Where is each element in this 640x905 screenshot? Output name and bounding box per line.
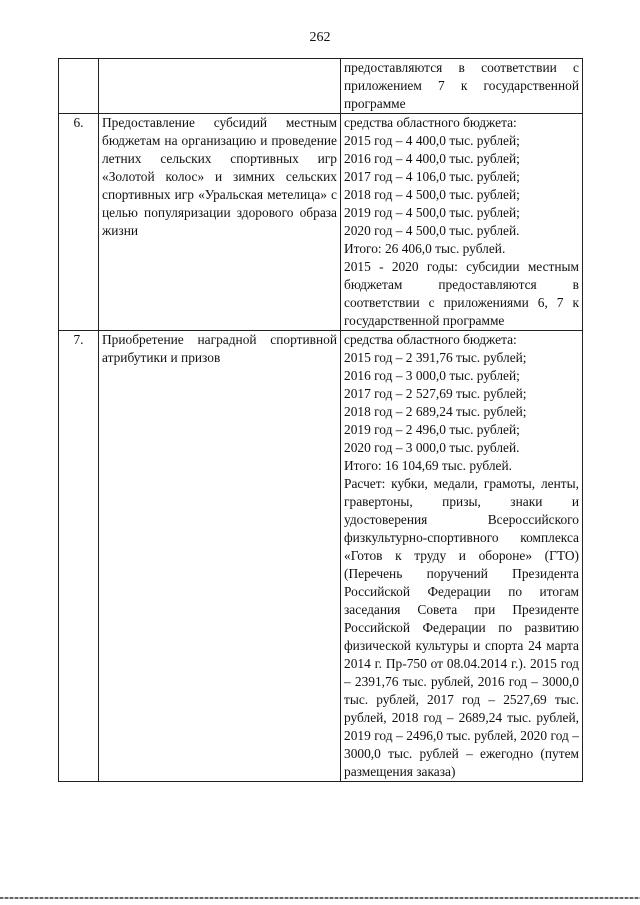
funding-year-line: 2016 год – 4 400,0 тыс. рублей;: [344, 151, 520, 166]
funding-header: средства областного бюджета:: [344, 332, 517, 347]
funding-note: Расчет: кубки, медали, грамоты, ленты, гравертоны, призы, знаки и удостоверения Всероссийского физкультурно-спортивного комплекса «Готов к труду и обороне» (ГТО) (Перечень поручений Президента Российской Федерации по итогам заседания Совета при Президенте Российской Федерации по развитию физической культуры и спорта 24 марта 2014 г. Пр-750 от 08.04.2014 г.). 2015 год – 2391,76 тыс. рублей, 2016 год – 3000,0 тыс. рублей, 2017 год – 2527,69 тыс. рублей, 2018 год – 2689,24 тыс. рублей, 2019 год – 2496,0 тыс. рублей, 2020 год – 3000,0 тыс. рублей – ежегодно (путем размещения заказа): [344, 476, 579, 779]
funding-year-line: 2020 год – 3 000,0 тыс. рублей.: [344, 440, 520, 455]
activity-name: Приобретение наградной спортивной атрибутики и призов: [99, 331, 341, 782]
funding-cell: [341, 114, 583, 331]
scan-edge-rule: [0, 897, 640, 899]
funding-year-line: 2018 год – 4 500,0 тыс. рублей;: [344, 187, 520, 202]
funding-note: предоставляются в соответствии с приложением 7 к государственной программе: [344, 60, 579, 111]
table-row: [59, 59, 583, 114]
funding-note: 2015 - 2020 годы: субсидии местным бюджетам предоставляются в соответствии с приложениями 6, 7 к государственной программе: [344, 259, 579, 328]
program-table: [58, 58, 583, 782]
funding-year-line: 2015 год – 4 400,0 тыс. рублей;: [344, 133, 520, 148]
funding-cell: [341, 331, 583, 782]
funding-header: средства областного бюджета:: [344, 115, 517, 130]
funding-total: Итого: 26 406,0 тыс. рублей.: [344, 241, 506, 256]
funding-cell: [341, 59, 583, 114]
table-row: [59, 331, 583, 782]
table-row: [59, 114, 583, 331]
row-number: 7.: [59, 331, 99, 782]
funding-year-line: 2016 год – 3 000,0 тыс. рублей;: [344, 368, 520, 383]
funding-total: Итого: 16 104,69 тыс. рублей.: [344, 458, 513, 473]
funding-year-line: 2017 год – 4 106,0 тыс. рублей;: [344, 169, 520, 184]
funding-year-line: 2020 год – 4 500,0 тыс. рублей.: [344, 223, 520, 238]
funding-year-line: 2018 год – 2 689,24 тыс. рублей;: [344, 404, 527, 419]
funding-year-line: 2019 год – 2 496,0 тыс. рублей;: [344, 422, 520, 437]
page-number: 262: [309, 30, 331, 45]
funding-year-line: 2017 год – 2 527,69 тыс. рублей;: [344, 386, 527, 401]
row-number: 6.: [59, 114, 99, 331]
activity-name: [99, 59, 341, 114]
activity-name: Предоставление субсидий местным бюджетам на организацию и проведение летних сельских спортивных игр «Золотой колос» и зимних сельских спортивных игр «Уральская метелица» с целью популяризации здорового образа жизни: [99, 114, 341, 331]
funding-year-line: 2015 год – 2 391,76 тыс. рублей;: [344, 350, 527, 365]
row-number: [59, 59, 99, 114]
funding-year-line: 2019 год – 4 500,0 тыс. рублей;: [344, 205, 520, 220]
